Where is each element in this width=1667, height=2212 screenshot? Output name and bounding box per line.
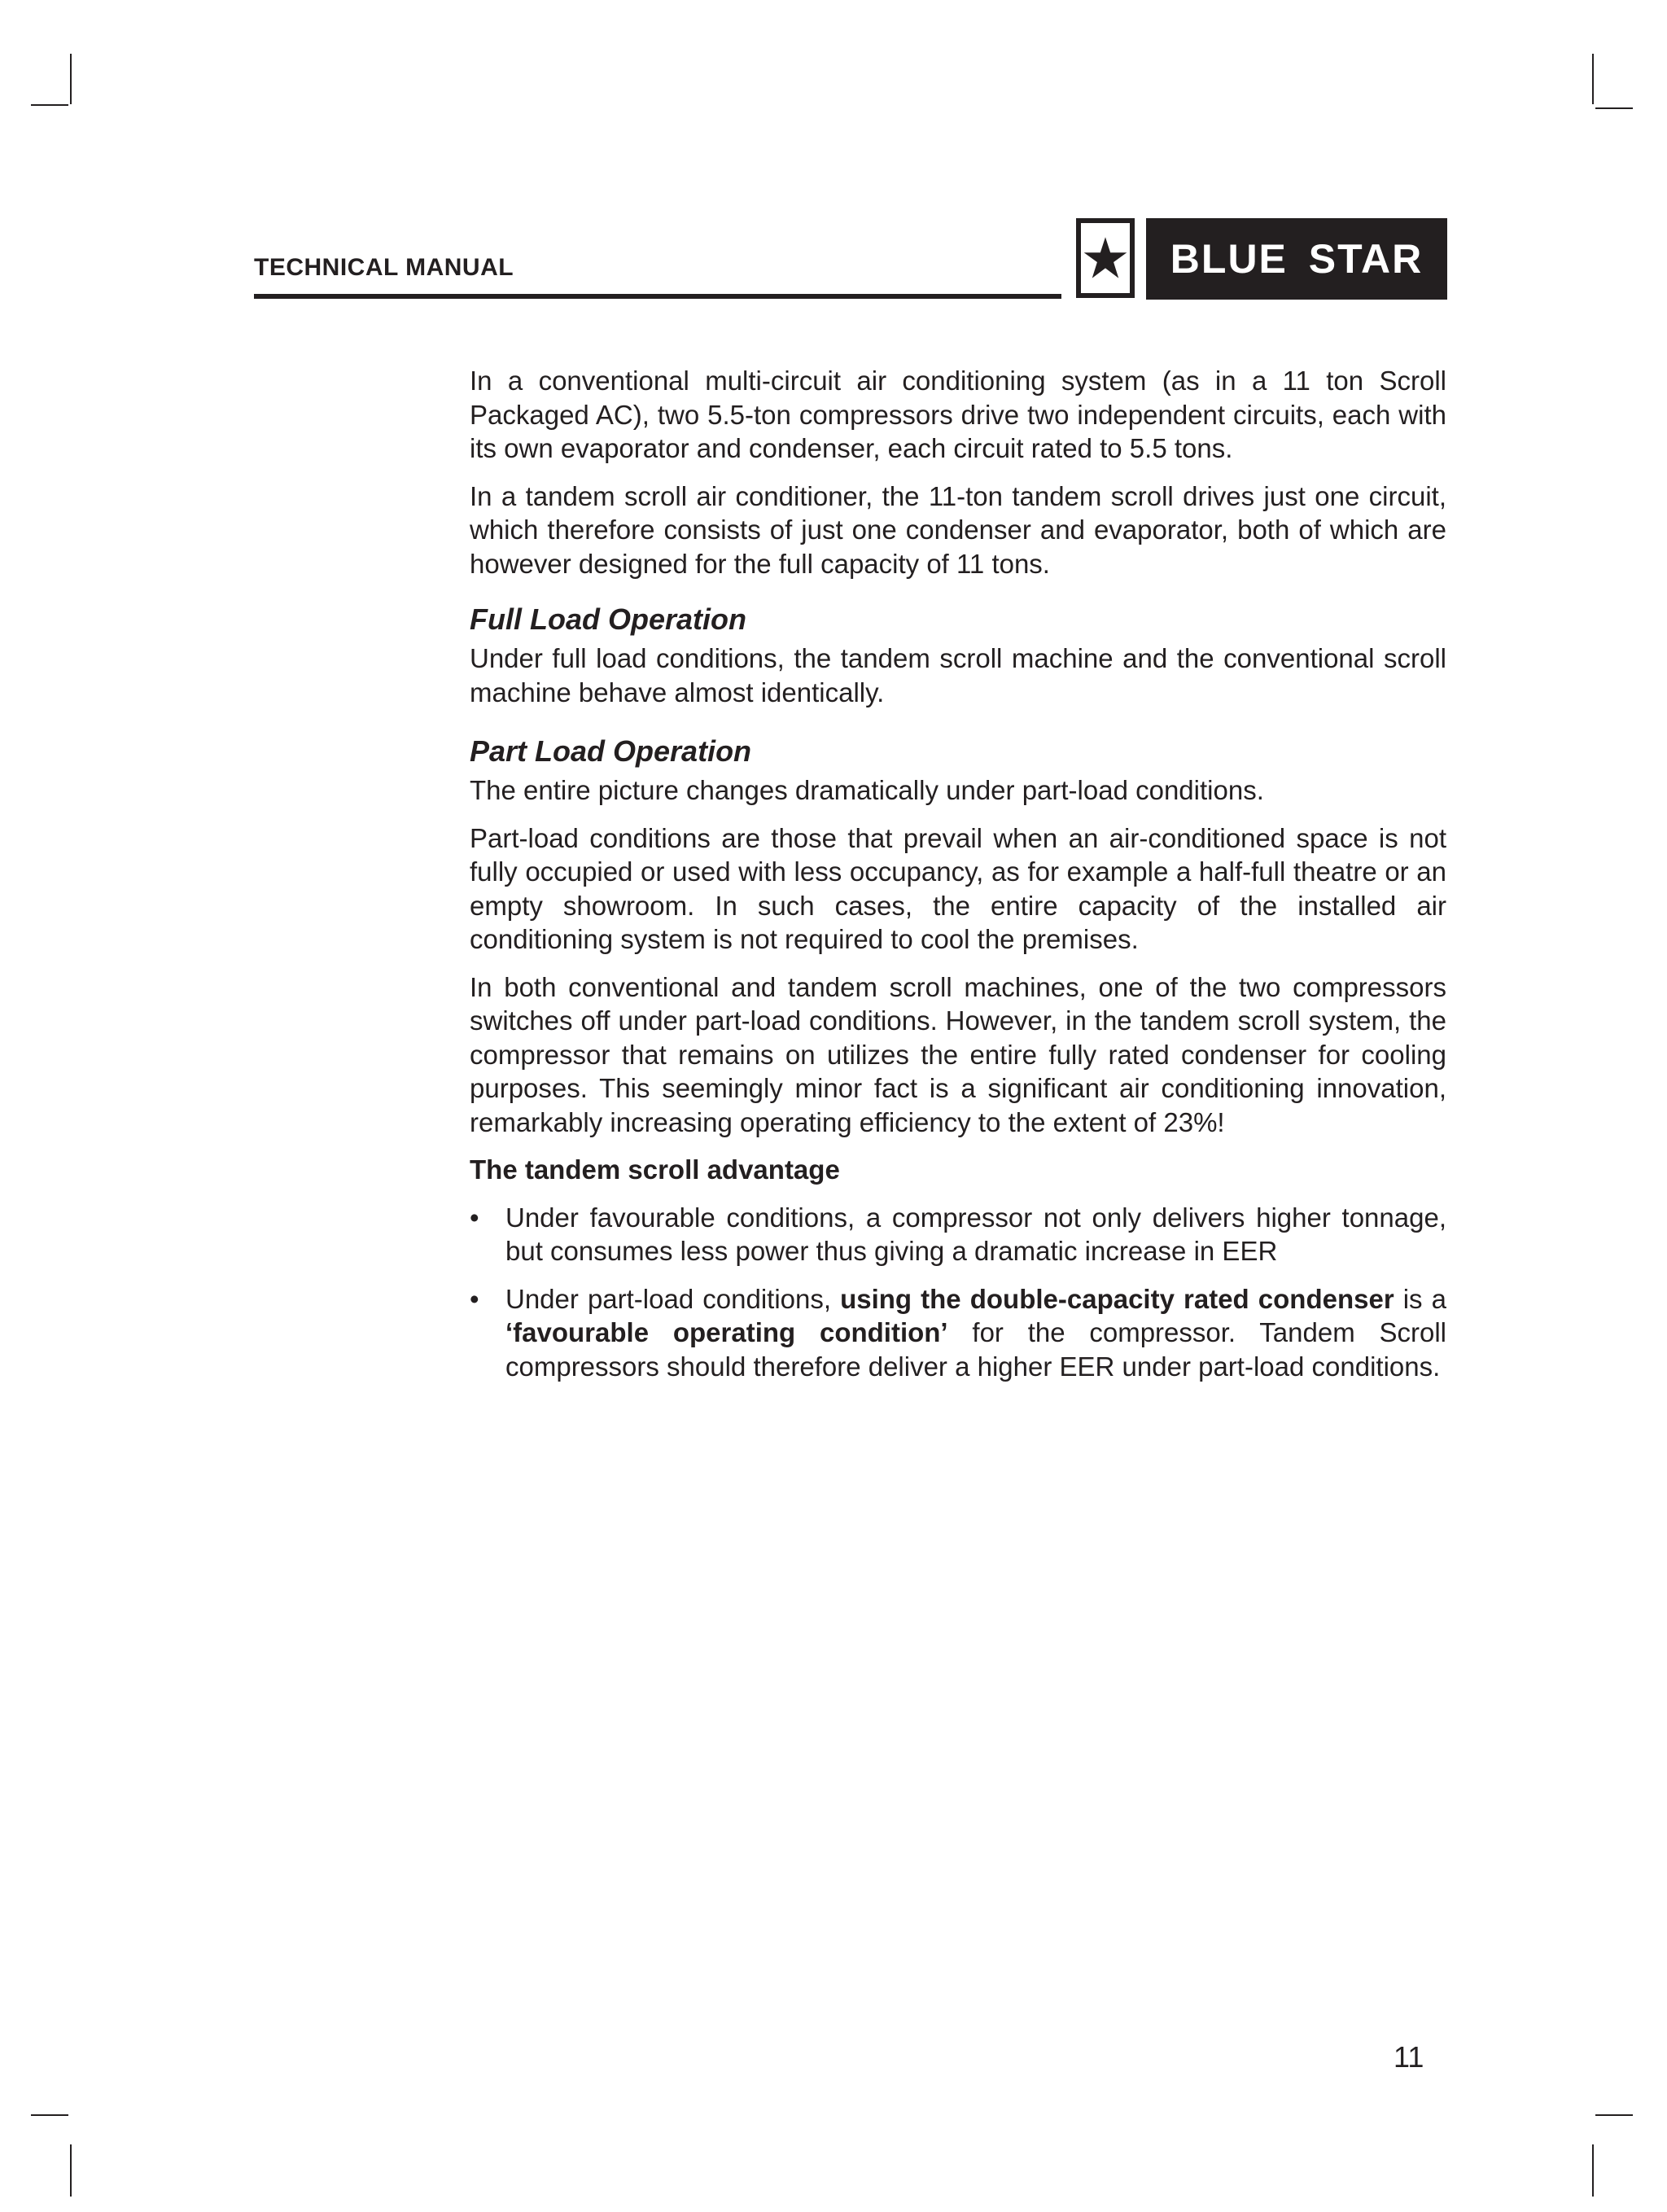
crop-mark-top-right-v [1592, 54, 1594, 104]
section-heading-part-load: Part Load Operation [470, 734, 752, 768]
brand-logo-text: BLUE STAR [1146, 218, 1447, 300]
list-item-text: for the compressor. Tandem Scroll compressors should therefore deliver a higher EER under part-load conditions. [505, 1317, 1446, 1382]
bullet-marker: • [470, 1283, 479, 1314]
list-item [470, 1201, 1446, 1268]
list-item-text: Under part-load conditions, [505, 1283, 841, 1314]
main-content [470, 364, 1446, 1397]
crop-mark-bottom-right-h [1595, 2114, 1633, 2116]
crop-mark-bottom-right-v [1592, 2144, 1594, 2197]
header-rule [254, 294, 1061, 299]
list-item [470, 1282, 1446, 1384]
section-heading-full-load: Full Load Operation [470, 602, 746, 636]
part-load-paragraph: Part-load conditions are those that prevail when an air-conditioned space is not fully occupied or used with less occupancy, as for example a half-full theatre or an empty showroom. In such cases, the entire capacity of the installed air conditioning system is not required to cool the premises. [470, 822, 1446, 954]
crop-mark-top-left-h [31, 104, 68, 106]
manual-title: TECHNICAL MANUAL [254, 254, 514, 281]
crop-mark-top-right-h [1595, 107, 1633, 109]
page-number: 11 [1394, 2040, 1424, 2074]
advantage-list [470, 1201, 1446, 1384]
crop-mark-bottom-left-v [70, 2144, 72, 2197]
part-load-paragraph: In both conventional and tandem scroll machines, one of the two compressors switches off under part-load conditions. However, in the tandem scroll system, the compressor that remains on utilizes the entire fully rated condenser for cooling purposes. This seemingly minor fact is a significant air conditioning innovation, remarkably increasing operating efficiency to the extent of 23%! [470, 971, 1446, 1137]
list-item-emphasis: using the double-capacity rated condenser [840, 1283, 1394, 1314]
brand-logo-star [1076, 218, 1135, 298]
intro-paragraph: In a conventional multi-circuit air conditioning system (as in a 11 ton Scroll Packaged AC), two 5.5-ton compressors drive two independent circuits, each with its own evaporator and condenser, each circuit rated to 5.5 tons. [470, 366, 1446, 463]
bullet-marker: • [470, 1202, 479, 1233]
star-icon [1083, 235, 1128, 281]
subheading-tandem-advantage: The tandem scroll advantage [470, 1154, 840, 1185]
intro-paragraph: In a tandem scroll air conditioner, the 11-ton tandem scroll drives just one circuit, which therefore consists of just one condenser and evaporator, both of which are however designed for the full capacity of 11 tons. [470, 480, 1446, 579]
list-item-emphasis: ‘favourable operating condition’ [505, 1317, 948, 1347]
part-load-paragraph: The entire picture changes dramatically under part-load conditions. [470, 775, 1264, 805]
crop-mark-top-left-v [70, 54, 72, 104]
list-item-text: Under favourable conditions, a compressor not only delivers higher tonnage, but consumes less power thus giving a dramatic increase in EER [505, 1202, 1446, 1266]
full-load-paragraph: Under full load conditions, the tandem scroll machine and the conventional scroll machine behave almost identically. [470, 643, 1446, 707]
list-item-text: is a [1394, 1283, 1446, 1314]
crop-mark-bottom-left-h [31, 2114, 68, 2116]
